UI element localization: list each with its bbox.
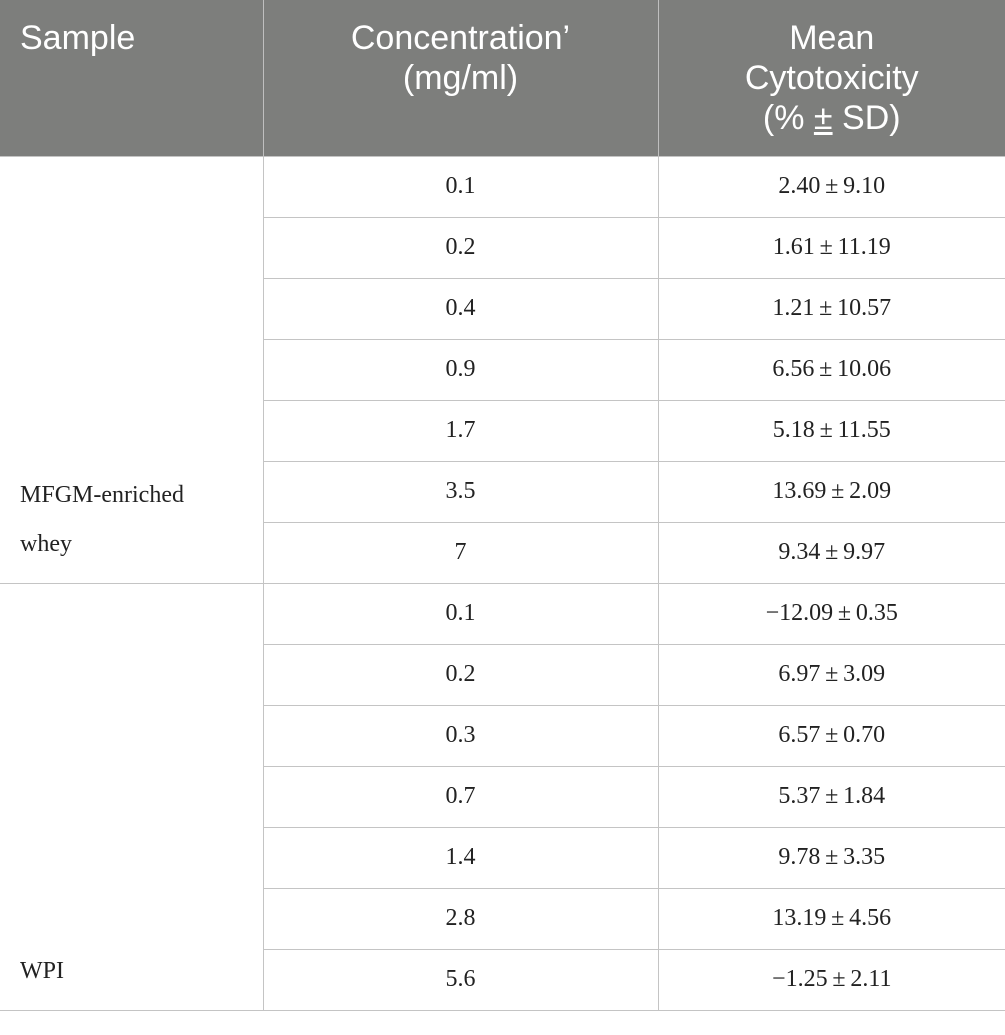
sample-cell-mfgm [0, 156, 263, 583]
concentration-cell: 0.1 [263, 583, 658, 644]
sample-name-line2: whey [20, 530, 72, 557]
cytotoxicity-cell: 1.61 ± 11.19 [658, 217, 1005, 278]
cytotoxicity-cell: 13.69 ± 2.09 [658, 461, 1005, 522]
cytotoxicity-cell: 1.21 ± 10.57 [658, 278, 1005, 339]
cytotoxicity-cell: 5.37 ± 1.84 [658, 766, 1005, 827]
table-row [0, 583, 1005, 644]
concentration-cell: 1.4 [263, 827, 658, 888]
cytotoxicity-cell: 6.97 ± 3.09 [658, 644, 1005, 705]
cytotoxicity-cell: −1.25 ± 2.11 [658, 949, 1005, 1010]
header-cytotoxicity-line1: Mean [789, 19, 875, 57]
concentration-cell: 0.1 [263, 156, 658, 217]
cytotoxicity-cell: −12.09 ± 0.35 [658, 583, 1005, 644]
concentration-cell: 2.8 [263, 888, 658, 949]
sample-cell-wpi [0, 583, 263, 1010]
concentration-cell: 3.5 [263, 461, 658, 522]
concentration-cell: 0.7 [263, 766, 658, 827]
cytotoxicity-cell: 9.34 ± 9.97 [658, 522, 1005, 583]
cytotoxicity-cell: 6.57 ± 0.70 [658, 705, 1005, 766]
header-concentration-line1: Concentration’ [350, 19, 571, 57]
header-cytotoxicity-line3-post: SD) [832, 99, 901, 137]
sample-name-line1: MFGM-enriched [20, 481, 184, 508]
concentration-cell: 1.7 [263, 400, 658, 461]
header-cytotoxicity-line3-pre: (% [762, 99, 814, 137]
cytotoxicity-cell: 5.18 ± 11.55 [658, 400, 1005, 461]
header-cytotoxicity-pm: ± [813, 99, 833, 137]
table-row [0, 156, 1005, 217]
concentration-cell: 5.6 [263, 949, 658, 1010]
header-row [0, 0, 1005, 156]
concentration-cell: 0.9 [263, 339, 658, 400]
header-sample-label: Sample [20, 19, 136, 57]
sample-name-line1: WPI [20, 957, 64, 984]
concentration-cell: 0.2 [263, 644, 658, 705]
concentration-cell: 0.3 [263, 705, 658, 766]
header-cytotoxicity [658, 0, 1005, 156]
concentration-cell: 0.4 [263, 278, 658, 339]
cytotoxicity-cell: 13.19 ± 4.56 [658, 888, 1005, 949]
header-cytotoxicity-line2: Cytotoxicity [744, 59, 919, 97]
header-concentration [263, 0, 658, 156]
concentration-cell: 0.2 [263, 217, 658, 278]
cytotoxicity-cell: 2.40 ± 9.10 [658, 156, 1005, 217]
table-header [0, 0, 1005, 156]
table-body [0, 156, 1005, 1010]
cytotoxicity-cell: 9.78 ± 3.35 [658, 827, 1005, 888]
cytotoxicity-cell: 6.56 ± 10.06 [658, 339, 1005, 400]
concentration-cell: 7 [263, 522, 658, 583]
header-concentration-line2: (mg/ml) [402, 59, 519, 97]
header-sample [0, 0, 263, 156]
